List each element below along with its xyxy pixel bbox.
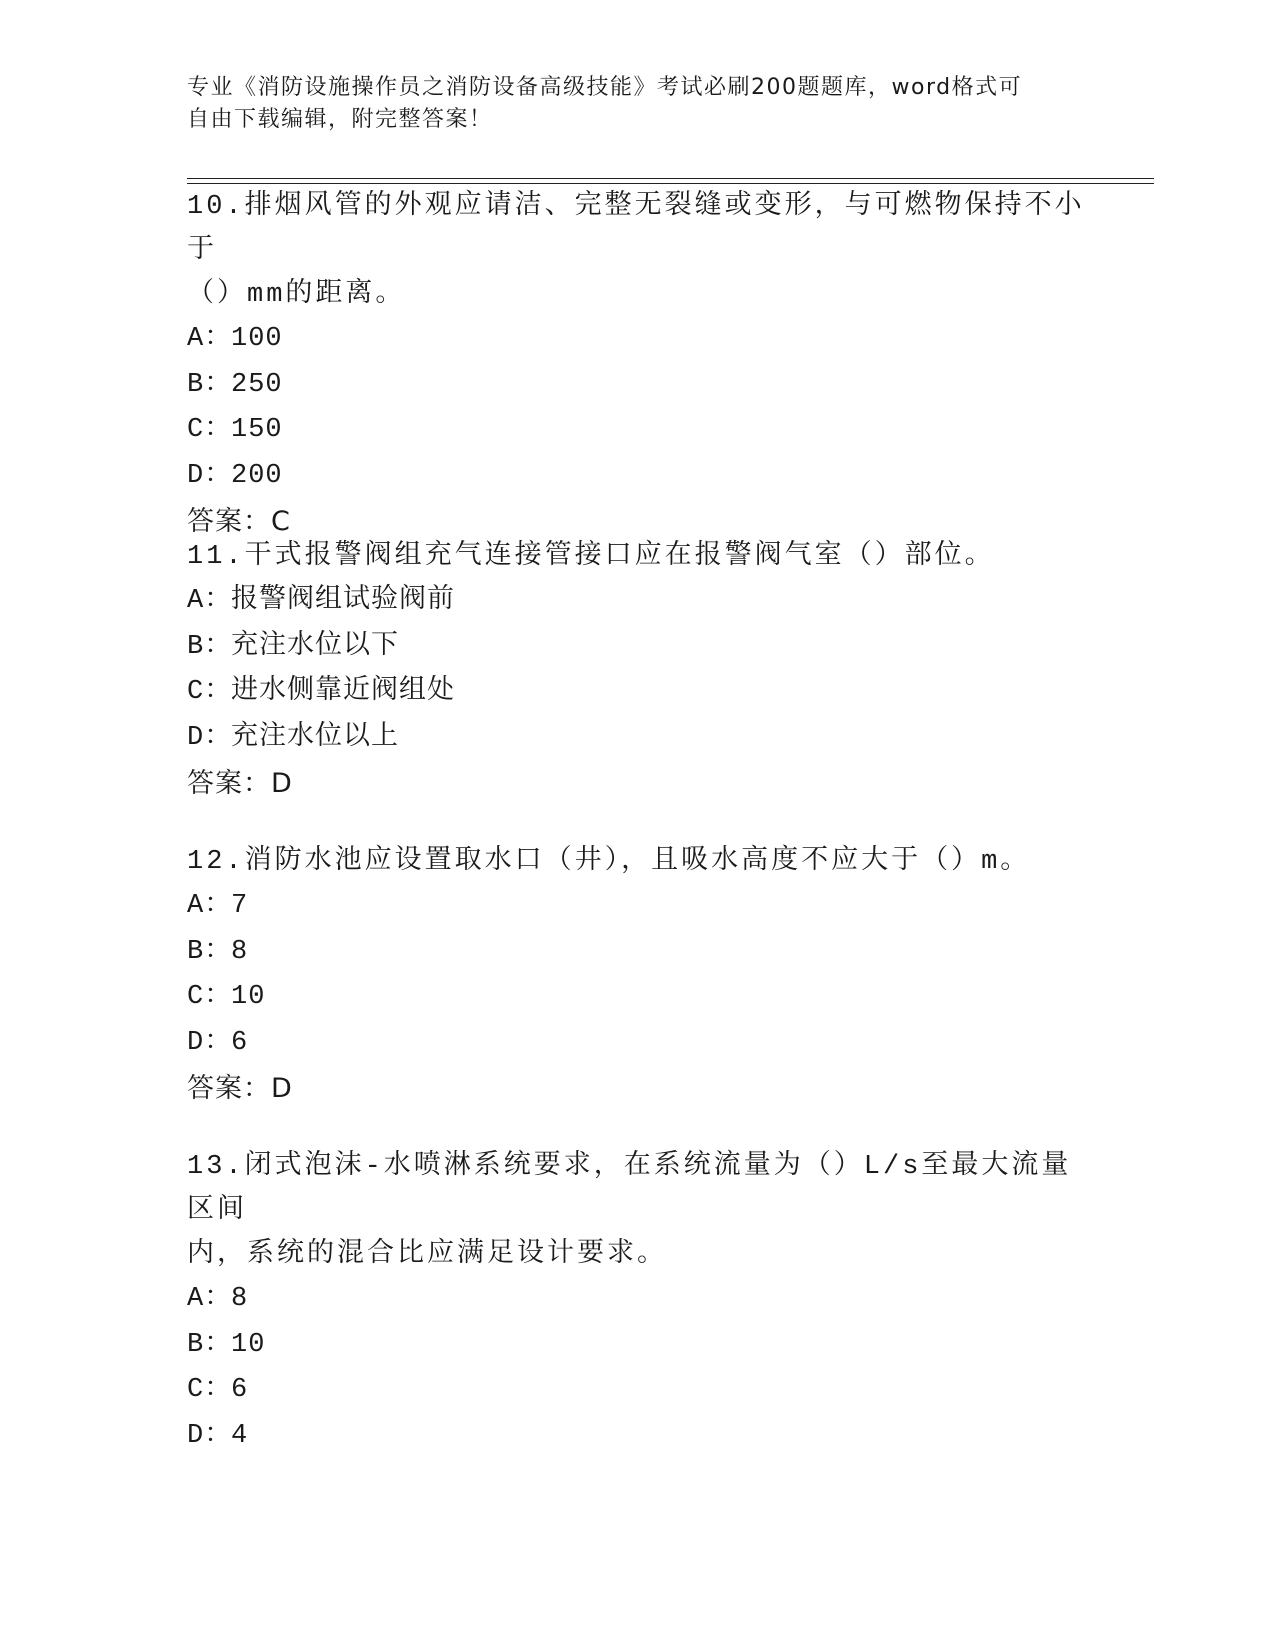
header-divider-top [187,178,1154,179]
option-a [187,317,1087,363]
option-key: B： [187,936,233,967]
option-key: D： [187,722,233,753]
option-b [187,363,1087,409]
option-value: 充注水位以下 [231,631,399,662]
question-text: 13.闭式泡沫-水喷淋系统要求，在系统流量为（）L/s至最大流量区间 [187,1152,1072,1226]
option-key: B： [187,369,233,400]
answer-value: D [271,768,293,800]
header-divider-bottom [187,183,1154,184]
option-a [187,579,1087,625]
option-value: 10 [231,1329,266,1360]
option-c [187,975,1087,1021]
option-d [187,454,1087,500]
option-key: A： [187,324,233,354]
option-key: A： [187,586,233,616]
question-12 [187,840,1087,1111]
option-d [187,1414,1087,1460]
answer [187,1066,1087,1111]
option-b [187,930,1087,976]
option-value: 100 [231,324,283,354]
option-value: 150 [231,415,283,446]
option-value: 4 [231,1420,249,1451]
option-key: B： [187,631,233,662]
answer-label: 答案： [187,768,271,800]
question-text-continued: （）mm的距离。 [187,280,406,310]
option-value: 6 [231,1027,249,1058]
option-key: C： [187,415,233,446]
option-c [187,408,1087,454]
option-c [187,670,1087,716]
option-b [187,625,1087,671]
header-line-2: 自由下载编辑，附完整答案！ [187,107,493,132]
answer [187,761,1087,806]
option-key: C： [187,1375,233,1406]
question-text: 11.干式报警阀组充气连接管接口应在报警阀气室（）部位。 [187,542,995,572]
option-key: A： [187,1284,233,1314]
option-value: 进水侧靠近阀组处 [231,677,455,708]
question-13 [187,1145,1087,1459]
option-value: 8 [231,936,249,967]
page-header [187,72,1087,136]
option-a [187,1277,1087,1323]
option-key: A： [187,891,233,921]
question-text-continued: 内，系统的混合比应满足设计要求。 [187,1240,667,1270]
option-value: 250 [231,369,283,400]
question-10 [187,185,1087,544]
option-value: 充注水位以上 [231,722,399,753]
option-key: D： [187,1027,233,1058]
answer-value: C [271,506,291,538]
option-key: D： [187,460,233,491]
question-text: 10.排烟风管的外观应请洁、完整无裂缝或变形，与可燃物保持不小于 [187,192,1085,266]
option-value: 报警阀组试验阀前 [231,586,455,616]
answer-label: 答案： [187,506,271,538]
option-key: C： [187,982,233,1013]
option-c [187,1368,1087,1414]
option-key: B： [187,1329,233,1360]
option-value: 200 [231,460,283,491]
option-a [187,884,1087,930]
answer-label: 答案： [187,1073,271,1105]
answer-value: D [271,1073,293,1105]
option-d [187,1021,1087,1067]
option-key: D： [187,1420,233,1451]
option-d [187,716,1087,762]
option-value: 10 [231,982,266,1013]
option-b [187,1323,1087,1369]
question-text: 12.消防水池应设置取水口（井），且吸水高度不应大于（）m。 [187,847,1031,877]
option-value: 8 [231,1284,249,1314]
option-key: C： [187,677,233,708]
question-11 [187,535,1087,806]
option-value: 7 [231,891,249,921]
option-value: 6 [231,1375,249,1406]
header-line-1: 专业《消防设施操作员之消防设备高级技能》考试必刷200题题库，word格式可 [187,75,1023,100]
